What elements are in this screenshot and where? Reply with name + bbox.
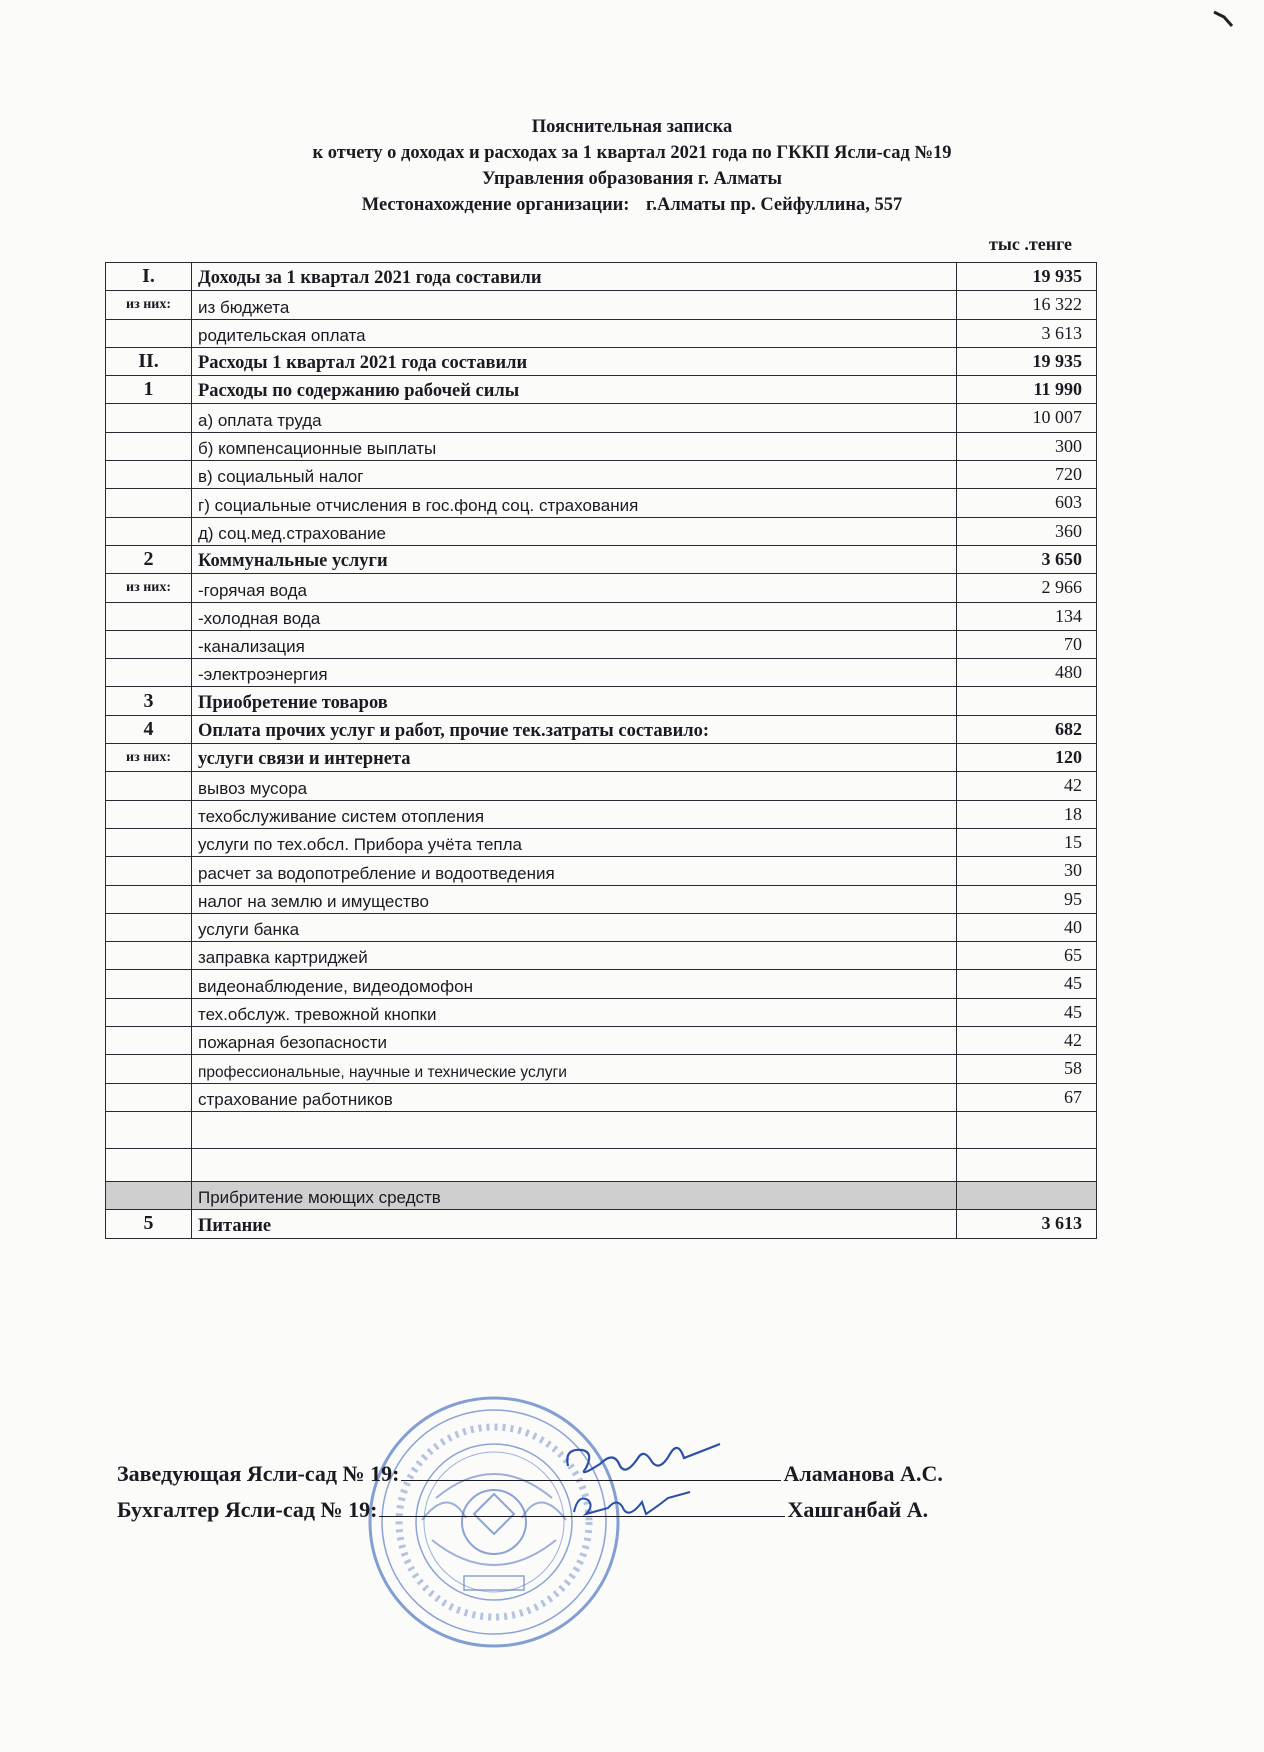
row-number bbox=[106, 602, 192, 630]
row-value: 11 990 bbox=[957, 376, 1097, 404]
table-row bbox=[106, 1055, 1097, 1083]
row-value: 15 bbox=[957, 828, 1097, 856]
row-value: 682 bbox=[957, 715, 1097, 743]
row-description: видеонаблюдение, видеодомофон bbox=[192, 970, 957, 998]
row-description: техобслуживание систем отопления bbox=[192, 800, 957, 828]
row-number bbox=[106, 1181, 192, 1209]
table-row bbox=[106, 1083, 1097, 1111]
row-value: 603 bbox=[957, 489, 1097, 517]
row-description: д) соц.мед.страхование bbox=[192, 517, 957, 545]
row-value: 3 613 bbox=[957, 319, 1097, 347]
row-number bbox=[106, 517, 192, 545]
report-table bbox=[105, 262, 1097, 1239]
table-row bbox=[106, 744, 1097, 772]
table-row bbox=[106, 772, 1097, 800]
row-description: налог на землю и имущество bbox=[192, 885, 957, 913]
row-number bbox=[106, 885, 192, 913]
table-row bbox=[106, 347, 1097, 375]
row-description bbox=[192, 1111, 957, 1148]
row-description: Питание bbox=[192, 1210, 957, 1238]
row-description: тех.обслуж. тревожной кнопки bbox=[192, 998, 957, 1026]
table-row bbox=[106, 545, 1097, 573]
table-row bbox=[106, 461, 1097, 489]
row-value: 18 bbox=[957, 800, 1097, 828]
row-number bbox=[106, 913, 192, 941]
table-row bbox=[106, 489, 1097, 517]
table-row bbox=[106, 376, 1097, 404]
address-line bbox=[0, 192, 1264, 218]
table-row bbox=[106, 942, 1097, 970]
row-description: а) оплата труда bbox=[192, 404, 957, 432]
row-number bbox=[106, 630, 192, 658]
row-number: из них: bbox=[106, 574, 192, 602]
document-header bbox=[0, 114, 1264, 218]
row-number bbox=[106, 659, 192, 687]
table-row bbox=[106, 998, 1097, 1026]
row-description: расчет за водопотребление и водоотведения bbox=[192, 857, 957, 885]
row-number bbox=[106, 1148, 192, 1181]
table-row bbox=[106, 1181, 1097, 1209]
row-value bbox=[957, 687, 1097, 715]
table-row bbox=[106, 574, 1097, 602]
row-description: страхование работников bbox=[192, 1083, 957, 1111]
row-value bbox=[957, 1181, 1097, 1209]
table-row bbox=[106, 319, 1097, 347]
row-number bbox=[106, 489, 192, 517]
row-description: родительская оплата bbox=[192, 319, 957, 347]
row-value: 360 bbox=[957, 517, 1097, 545]
table-row bbox=[106, 715, 1097, 743]
row-number bbox=[106, 1083, 192, 1111]
row-value bbox=[957, 1111, 1097, 1148]
row-description: Прибритение моющих средств bbox=[192, 1181, 957, 1209]
unit-label: тыс .тенге bbox=[988, 234, 1072, 254]
row-description: б) компенсационные выплаты bbox=[192, 432, 957, 460]
table-row bbox=[106, 800, 1097, 828]
row-number bbox=[106, 1027, 192, 1055]
table-row bbox=[106, 913, 1097, 941]
row-value: 45 bbox=[957, 998, 1097, 1026]
head-label: Заведующая Ясли-сад № 19: bbox=[117, 1461, 400, 1486]
row-number bbox=[106, 998, 192, 1026]
row-description: из бюджета bbox=[192, 291, 957, 319]
row-number bbox=[106, 319, 192, 347]
corner-mark bbox=[1212, 8, 1242, 33]
accountant-label: Бухгалтер Ясли-сад № 19: bbox=[117, 1497, 378, 1522]
row-description: Расходы по содержанию рабочей силы bbox=[192, 376, 957, 404]
row-value: 480 bbox=[957, 659, 1097, 687]
table-row bbox=[106, 885, 1097, 913]
row-number bbox=[106, 828, 192, 856]
row-value: 45 bbox=[957, 970, 1097, 998]
row-number bbox=[106, 970, 192, 998]
row-value: 19 935 bbox=[957, 347, 1097, 375]
table-row bbox=[106, 1111, 1097, 1148]
table-row bbox=[106, 404, 1097, 432]
accountant-signature-line bbox=[117, 1496, 928, 1523]
table-row bbox=[106, 828, 1097, 856]
row-value: 42 bbox=[957, 1027, 1097, 1055]
row-value: 70 bbox=[957, 630, 1097, 658]
table-row bbox=[106, 517, 1097, 545]
row-description: -канализация bbox=[192, 630, 957, 658]
row-value: 42 bbox=[957, 772, 1097, 800]
document-subtitle: к отчету о доходах и расходах за 1 квартал 2021 года по ГККП Ясли-сад №19 bbox=[312, 143, 952, 163]
table-row bbox=[106, 291, 1097, 319]
row-description: г) социальные отчисления в гос.фонд соц. страхования bbox=[192, 489, 957, 517]
table-row bbox=[106, 1148, 1097, 1181]
head-signature-line bbox=[117, 1460, 943, 1487]
row-value: 134 bbox=[957, 602, 1097, 630]
row-number: 3 bbox=[106, 687, 192, 715]
row-value: 40 bbox=[957, 913, 1097, 941]
row-number: из них: bbox=[106, 291, 192, 319]
row-value: 58 bbox=[957, 1055, 1097, 1083]
row-description: -холодная вода bbox=[192, 602, 957, 630]
row-value: 120 bbox=[957, 744, 1097, 772]
row-number: II. bbox=[106, 347, 192, 375]
row-description: Оплата прочих услуг и работ, прочие тек.затраты составило: bbox=[192, 715, 957, 743]
row-description: -горячая вода bbox=[192, 574, 957, 602]
row-description: -электроэнергия bbox=[192, 659, 957, 687]
row-number: 4 bbox=[106, 715, 192, 743]
row-description: заправка картриджей bbox=[192, 942, 957, 970]
row-number bbox=[106, 800, 192, 828]
row-description: услуги банка bbox=[192, 913, 957, 941]
document-title: Пояснительная записка bbox=[531, 117, 733, 137]
head-name: Аламанова А.С. bbox=[783, 1461, 943, 1486]
row-number: I. bbox=[106, 263, 192, 291]
table-row bbox=[106, 630, 1097, 658]
accountant-name: Хашганбай А. bbox=[787, 1497, 929, 1522]
row-value: 300 bbox=[957, 432, 1097, 460]
row-description: в) социальный налог bbox=[192, 461, 957, 489]
row-description: вывоз мусора bbox=[192, 772, 957, 800]
row-number: 1 bbox=[106, 376, 192, 404]
row-number bbox=[106, 857, 192, 885]
row-number: из них: bbox=[106, 744, 192, 772]
address-label: Местонахождение организации: bbox=[361, 195, 630, 215]
table-row bbox=[106, 602, 1097, 630]
table-row bbox=[106, 687, 1097, 715]
table-row bbox=[106, 263, 1097, 291]
organization-line: Управления образования г. Алматы bbox=[482, 169, 782, 189]
row-description: профессиональные, научные и технические услуги bbox=[192, 1055, 957, 1083]
row-number bbox=[106, 1055, 192, 1083]
row-number: 5 bbox=[106, 1210, 192, 1238]
row-description: Расходы 1 квартал 2021 года составили bbox=[192, 347, 957, 375]
row-value: 95 bbox=[957, 885, 1097, 913]
row-description: Доходы за 1 квартал 2021 года составили bbox=[192, 263, 957, 291]
table-row bbox=[106, 1027, 1097, 1055]
row-value bbox=[957, 1148, 1097, 1181]
row-value: 30 bbox=[957, 857, 1097, 885]
row-description bbox=[192, 1148, 957, 1181]
table-row bbox=[106, 432, 1097, 460]
row-description: услуги по тех.обсл. Прибора учёта тепла bbox=[192, 828, 957, 856]
address-value: г.Алматы пр. Сейфуллина, 557 bbox=[646, 195, 903, 215]
row-value: 10 007 bbox=[957, 404, 1097, 432]
row-number: 2 bbox=[106, 545, 192, 573]
row-number bbox=[106, 432, 192, 460]
row-description: Приобретение товаров bbox=[192, 687, 957, 715]
row-value: 67 bbox=[957, 1083, 1097, 1111]
row-number bbox=[106, 1111, 192, 1148]
row-number bbox=[106, 772, 192, 800]
row-description: услуги связи и интернета bbox=[192, 744, 957, 772]
row-value: 3 650 bbox=[957, 545, 1097, 573]
row-description: пожарная безопасности bbox=[192, 1027, 957, 1055]
row-value: 3 613 bbox=[957, 1210, 1097, 1238]
row-number bbox=[106, 461, 192, 489]
table-row bbox=[106, 659, 1097, 687]
signature-line bbox=[379, 1496, 785, 1517]
table-row bbox=[106, 970, 1097, 998]
row-value: 19 935 bbox=[957, 263, 1097, 291]
signature-line bbox=[401, 1460, 781, 1481]
table-row bbox=[106, 1210, 1097, 1238]
row-number bbox=[106, 404, 192, 432]
table-row bbox=[106, 857, 1097, 885]
row-value: 720 bbox=[957, 461, 1097, 489]
row-number bbox=[106, 942, 192, 970]
row-value: 2 966 bbox=[957, 574, 1097, 602]
row-value: 65 bbox=[957, 942, 1097, 970]
row-description: Коммунальные услуги bbox=[192, 545, 957, 573]
row-value: 16 322 bbox=[957, 291, 1097, 319]
